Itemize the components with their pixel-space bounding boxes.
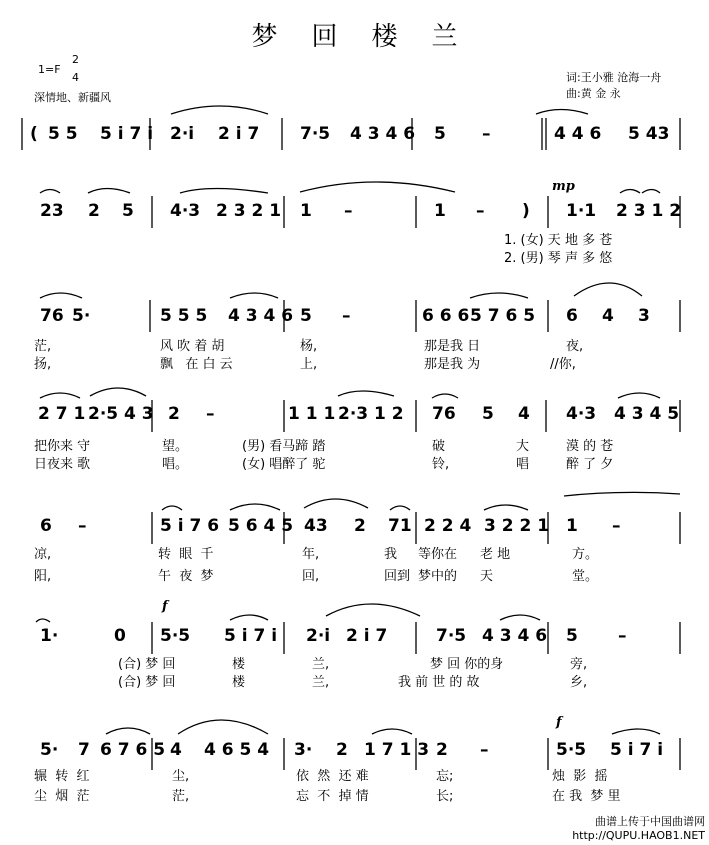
note-group: 5 xyxy=(434,124,446,144)
note-group: 1 1 1 xyxy=(288,404,336,424)
lyric: 唱 xyxy=(516,457,530,472)
lyrics-verse-1: 1. (女) 天 地 多 苍 xyxy=(504,233,613,248)
lyric: 方。 xyxy=(572,547,599,562)
lyric: (男) 看马蹄 踏 xyxy=(242,439,326,454)
note-group: 5 i 7 6 xyxy=(160,516,220,536)
lyric: 茫, xyxy=(34,339,52,354)
note-group: ( xyxy=(30,124,38,144)
note-group: 2 xyxy=(436,740,448,760)
lyric: 依 然 还 难 xyxy=(296,769,369,784)
note-group: 2·i xyxy=(170,124,195,144)
lyric: 长; xyxy=(436,789,454,804)
footer-url: http://QUPU.HAOB1.NET xyxy=(572,829,705,842)
note-group: 5 xyxy=(300,306,312,326)
lyric: 铃, xyxy=(432,457,450,472)
note-group: 5 43 xyxy=(628,124,670,144)
note-group: 4 3 4 6 xyxy=(228,306,294,326)
lyric: 扬, xyxy=(34,357,52,372)
lyric: 漠 的 苍 xyxy=(566,439,614,454)
note-group: 3 xyxy=(638,306,650,326)
lyric: 唱。 xyxy=(162,457,189,472)
lyric: 风 吹 着 胡 xyxy=(160,339,225,354)
note-group: 4 3 4 6 xyxy=(482,626,548,646)
note-group: 5·5 xyxy=(160,626,191,646)
note-group: ) xyxy=(522,201,530,221)
lyric: 年, xyxy=(302,547,320,562)
note-group: 5 7 6 5 xyxy=(470,306,536,326)
note-group: 2 i 7 xyxy=(346,626,388,646)
lyric: 兰, xyxy=(312,657,330,672)
note-group: 2 xyxy=(88,201,100,221)
note-group: 3· xyxy=(294,740,313,760)
note-group: 4·3 xyxy=(170,201,201,221)
lyric: 烛 影 摇 xyxy=(552,769,608,784)
note-group: 2 xyxy=(354,516,366,536)
lyric: 辗 转 红 xyxy=(34,769,90,784)
note-group: – xyxy=(612,516,621,536)
footer-source: 曲谱上传于中国曲谱网 xyxy=(595,815,705,828)
note-group: 5· xyxy=(72,306,91,326)
note-group: – xyxy=(342,306,351,326)
note-group: 6 xyxy=(40,516,52,536)
note-group: 76 xyxy=(432,404,456,424)
note-group: 2·3 1 2 xyxy=(338,404,404,424)
lyric: 午 夜 梦 xyxy=(158,569,214,584)
lyric: 梦 回 你的身 xyxy=(430,657,504,672)
note-group: 76 xyxy=(40,306,64,326)
lyric: 堂。 xyxy=(572,569,599,584)
key-signature: 1=F xyxy=(38,63,61,76)
note-group: 7·5 xyxy=(436,626,467,646)
lyric: 夜, xyxy=(566,339,584,354)
note-group: 5 5 5 xyxy=(160,306,208,326)
note-group: 5 i 7 i xyxy=(100,124,154,144)
note-group: 1 xyxy=(566,516,578,536)
note-group: 5 i 7 i xyxy=(610,740,664,760)
note-group: 4·3 xyxy=(566,404,597,424)
note-group: 5 i 7 i xyxy=(224,626,278,646)
lyric: 回, xyxy=(302,569,320,584)
note-group: 4 xyxy=(170,740,182,760)
dynamic-f: f xyxy=(556,715,562,730)
note-group: 7·5 xyxy=(300,124,331,144)
note-group: 6 7 6 5 xyxy=(100,740,166,760)
lyric: 茫, xyxy=(172,789,190,804)
note-group: 0 xyxy=(114,626,126,646)
note-group: – xyxy=(344,201,353,221)
lyric: (合) 梦 回 xyxy=(118,657,176,672)
lyric: 阳, xyxy=(34,569,52,584)
lyric: //你, xyxy=(550,357,576,372)
note-group: – xyxy=(480,740,489,760)
lyric: 破 xyxy=(432,439,446,454)
dynamic-f: f xyxy=(162,599,168,614)
note-group: 1· xyxy=(40,626,59,646)
note-group: 2 2 4 xyxy=(424,516,472,536)
lyrics-verse-2: 2. (男) 琴 声 多 悠 xyxy=(504,251,613,266)
note-group: 5 5 xyxy=(48,124,78,144)
lyric: 回到 xyxy=(384,569,411,584)
note-group: 4 xyxy=(518,404,530,424)
time-signature-top: 2 xyxy=(72,53,79,66)
note-group: 2 xyxy=(168,404,180,424)
lyric: 大 xyxy=(516,439,530,454)
lyric: 杨, xyxy=(300,339,318,354)
lyric: 楼 xyxy=(232,657,246,672)
note-group: 71 xyxy=(388,516,412,536)
lyric: 忘 不 掉 情 xyxy=(296,789,369,804)
note-group: 3 2 2 1 xyxy=(484,516,550,536)
note-group: 2 i 7 xyxy=(218,124,260,144)
lyricist-credit: 词:王小雅 沧海一舟 xyxy=(566,71,662,84)
page-title: 梦回楼兰 xyxy=(251,22,492,52)
note-group: 5· xyxy=(40,740,59,760)
lyric: 乡, xyxy=(570,675,588,690)
note-group: 4 xyxy=(602,306,614,326)
lyric: 凉, xyxy=(34,547,52,562)
note-group: 2 3 1 2 xyxy=(616,201,682,221)
lyric: 楼 xyxy=(232,675,246,690)
note-group: 5 xyxy=(566,626,578,646)
note-group: 2·i xyxy=(306,626,331,646)
note-group: 2 xyxy=(336,740,348,760)
note-group: 2 7 1 xyxy=(38,404,86,424)
lyric: 等你在 xyxy=(418,547,458,562)
lyric: 尘, xyxy=(172,769,190,784)
note-group: 5 6 4 5 xyxy=(228,516,294,536)
note-group: 7 xyxy=(78,740,90,760)
tempo-marking: 深情地、新疆风 xyxy=(34,91,111,104)
lyric: 日夜来 歌 xyxy=(34,457,91,472)
lyric: 天 xyxy=(480,569,494,584)
note-group: 4 4 6 xyxy=(554,124,602,144)
lyric: 我 前 世 的 故 xyxy=(398,675,480,690)
note-group: – xyxy=(78,516,87,536)
note-group: 4 6 5 4 xyxy=(204,740,270,760)
note-group: 23 xyxy=(40,201,64,221)
lyric: 醉 了 夕 xyxy=(566,457,614,472)
note-group: 2 3 2 1 xyxy=(216,201,282,221)
note-group: 5·5 xyxy=(556,740,587,760)
note-group: 1 7 1 3 xyxy=(364,740,430,760)
note-group: 43 xyxy=(304,516,328,536)
lyric: 梦中的 xyxy=(418,569,458,584)
lyric: 旁, xyxy=(570,657,588,672)
note-group: 5 xyxy=(482,404,494,424)
lyric: 飘 在 白 云 xyxy=(160,357,233,372)
note-group: 6 xyxy=(566,306,578,326)
lyric: 那是我 日 xyxy=(424,339,481,354)
note-group: 4 3 4 6 xyxy=(350,124,416,144)
lyric: 我 xyxy=(384,547,398,562)
lyric: 望。 xyxy=(162,439,189,454)
lyric: 忘; xyxy=(436,769,454,784)
lyric: (合) 梦 回 xyxy=(118,675,176,690)
dynamic-mp: mp xyxy=(552,179,575,194)
lyric: 转 眼 千 xyxy=(158,547,214,562)
lyric: 兰, xyxy=(312,675,330,690)
note-group: – xyxy=(618,626,627,646)
note-group: 1 xyxy=(300,201,312,221)
composer-credit: 曲:黄 金 永 xyxy=(566,87,621,100)
note-group: 1 xyxy=(434,201,446,221)
note-group: 2·5 4 3 xyxy=(88,404,154,424)
note-group: – xyxy=(482,124,491,144)
note-group: 6 6 6 xyxy=(422,306,470,326)
time-signature-bottom: 4 xyxy=(72,71,79,84)
lyric: 在 我 梦 里 xyxy=(552,789,621,804)
note-group: – xyxy=(206,404,215,424)
lyric: 那是我 为 xyxy=(424,357,481,372)
note-group: 5 xyxy=(122,201,134,221)
lyric: (女) 唱醉了 驼 xyxy=(242,457,326,472)
note-group: 1·1 xyxy=(566,201,597,221)
lyric: 尘 烟 茫 xyxy=(34,789,90,804)
note-group: – xyxy=(476,201,485,221)
note-group: 4 3 4 5 xyxy=(614,404,680,424)
lyric: 上, xyxy=(300,357,318,372)
lyric: 把你来 守 xyxy=(34,439,91,454)
lyric: 老 地 xyxy=(480,547,511,562)
